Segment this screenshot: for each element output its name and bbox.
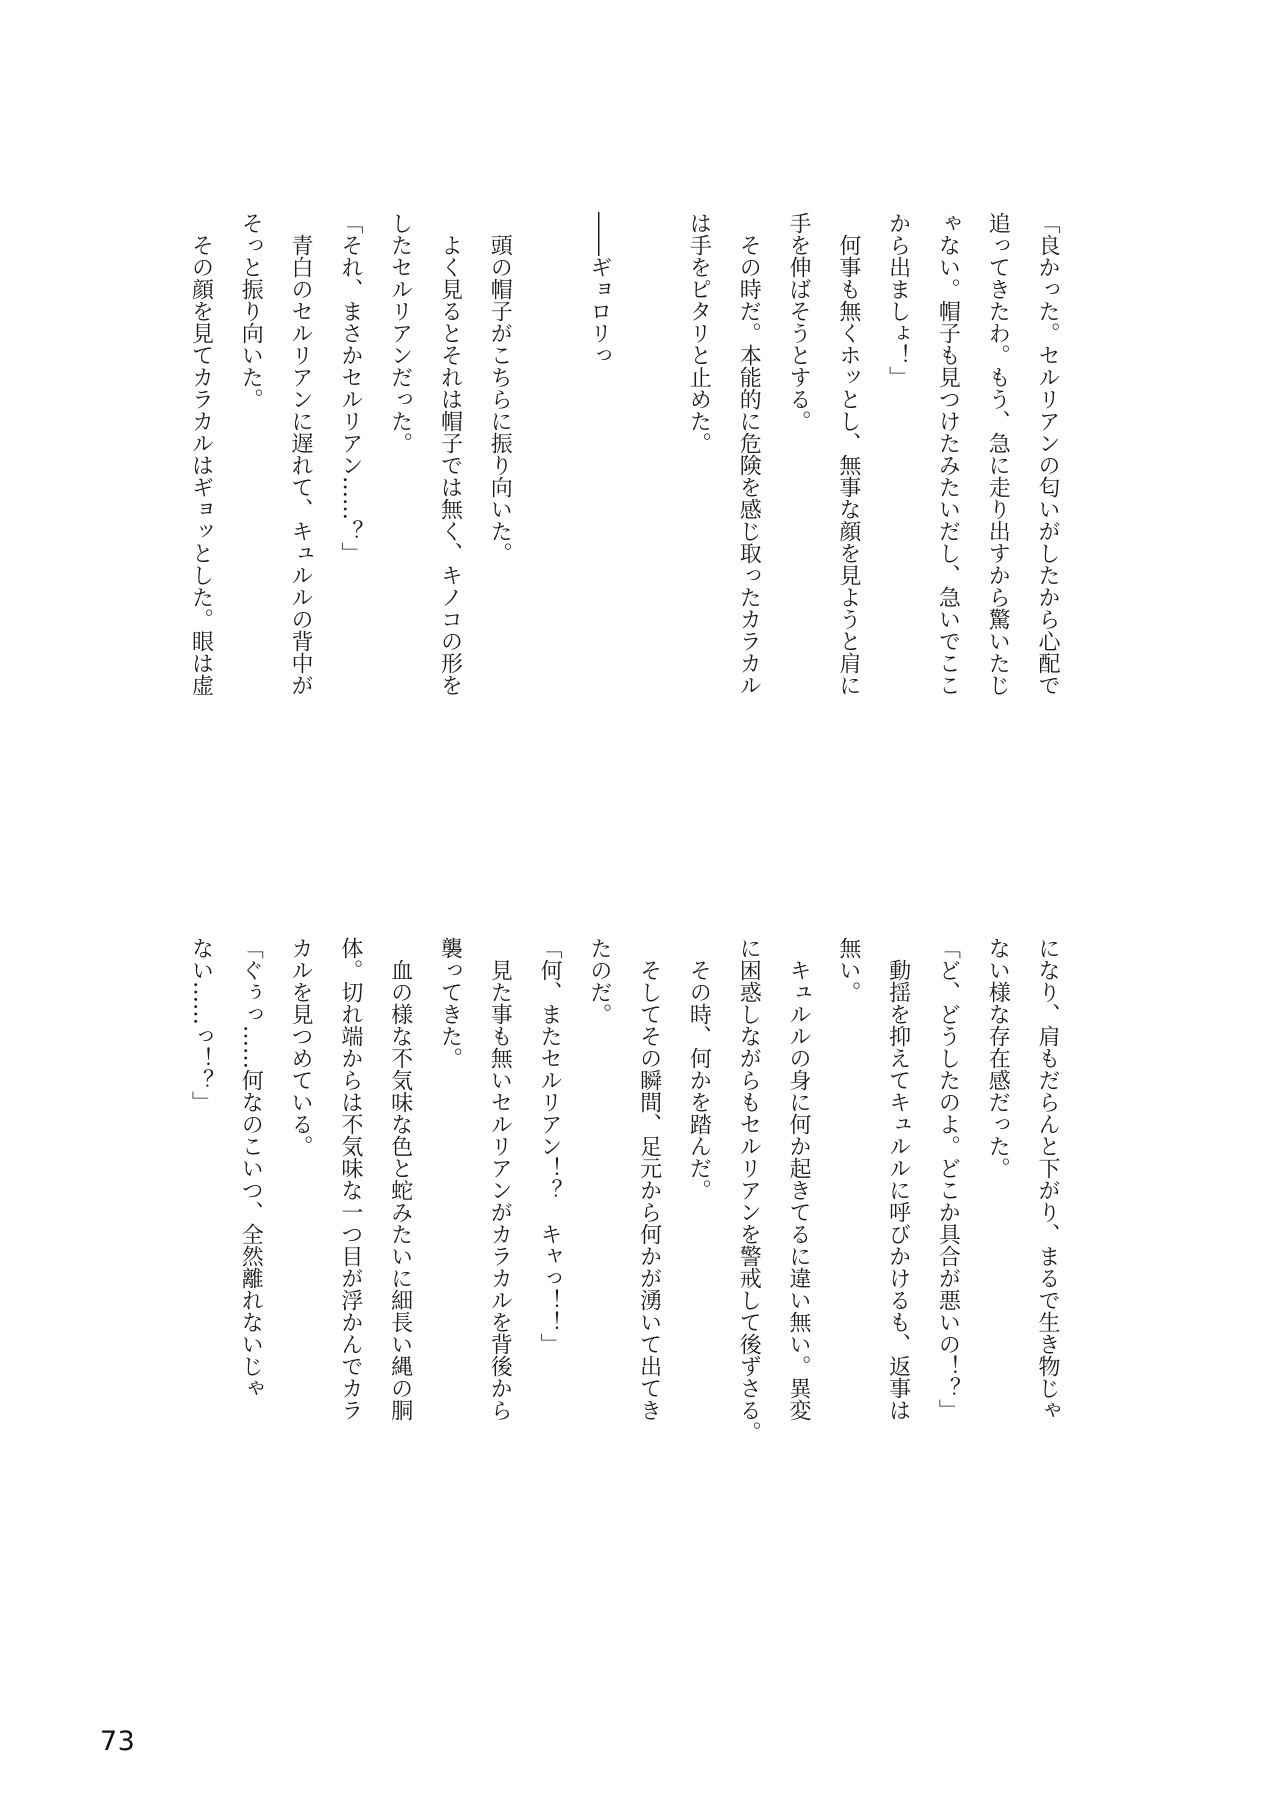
text-line: したセルリアンだった。 bbox=[387, 212, 413, 454]
text-line: そしてその瞬間、足元から何かが湧いて出てき bbox=[636, 959, 662, 1421]
text-line: 動揺を抑えてキュルルに呼びかけるも、返事は bbox=[885, 959, 911, 1421]
text-line: に困惑しながらもセルリアンを警戒して後ずさる。 bbox=[736, 937, 762, 1443]
text-line: ない様な存在感だった。 bbox=[985, 937, 1011, 1179]
text-line: その時、何かを踏んだ。 bbox=[686, 959, 712, 1201]
text-line: 「何、またセルリアン！？ キャっ！！」 bbox=[537, 937, 563, 1355]
text-line: 「ぐぅっ……何なのこいつ、全然離れないじゃ bbox=[238, 937, 264, 1399]
text-line: 頭の帽子がこちらに振り向いた。 bbox=[487, 234, 513, 564]
text-line: ――ギョロリっ bbox=[586, 212, 612, 366]
text-line: は手をピタリと止めた。 bbox=[686, 212, 712, 454]
text-line: カルを見つめている。 bbox=[288, 937, 314, 1157]
text-line: 「ど、どうしたのよ。どこか具合が悪いの！？」 bbox=[935, 937, 961, 1421]
text-line: その時だ。本能的に危険を感じ取ったカラカル bbox=[736, 234, 762, 696]
text-line bbox=[624, 212, 674, 702]
text-line: よく見るとそれは帽子では無く、キノコの形を bbox=[437, 234, 463, 696]
text-line: 青白のセルリアンに遅れて、キュルルの背中が bbox=[288, 234, 314, 696]
page-number: 73 bbox=[100, 1726, 136, 1757]
text-block-bottom bbox=[176, 937, 1072, 1443]
text-line: ない……っ！？」 bbox=[188, 937, 214, 1113]
text-line: 体。切れ端からは不気味な一つ目が浮かんでカラ bbox=[337, 937, 363, 1421]
text-line: たのだ。 bbox=[586, 937, 612, 1025]
text-line: その顔を見てカラカルはギョッとした。眼は虚 bbox=[188, 234, 214, 696]
text-line: 手を伸ばそうとする。 bbox=[786, 212, 812, 432]
text-line bbox=[524, 212, 574, 702]
text-line: キュルルの身に何か起きてるに違い無い。異変 bbox=[786, 959, 812, 1421]
text-line: 何事も無くホッとし、無事な顔を見ようと肩に bbox=[835, 234, 861, 696]
text-line: 見た事も無いセルリアンがカラカルを背後から bbox=[487, 959, 513, 1421]
text-line: 「良かった。セルリアンの匂いがしたから心配で bbox=[1035, 212, 1060, 696]
text-line: ゃない。帽子も見つけたみたいだし、急いでここ bbox=[935, 212, 961, 696]
text-line: 血の様な不気味な色と蛇みたいに細長い縄の胴 bbox=[387, 959, 413, 1421]
text-line: 「それ、まさかセルリアン……？」 bbox=[337, 212, 363, 564]
text-line: そっと振り向いた。 bbox=[238, 212, 264, 410]
text-block-top bbox=[176, 212, 1072, 702]
text-line: になり、肩もだらんと下がり、まるで生き物じゃ bbox=[1035, 937, 1060, 1421]
text-line: から出ましょ！」 bbox=[885, 212, 911, 388]
text-line: 無い。 bbox=[835, 937, 861, 1003]
text-line: 追ってきたわ。もう、急に走り出すから驚いたじ bbox=[985, 212, 1011, 696]
text-line: 襲ってきた。 bbox=[437, 937, 463, 1069]
